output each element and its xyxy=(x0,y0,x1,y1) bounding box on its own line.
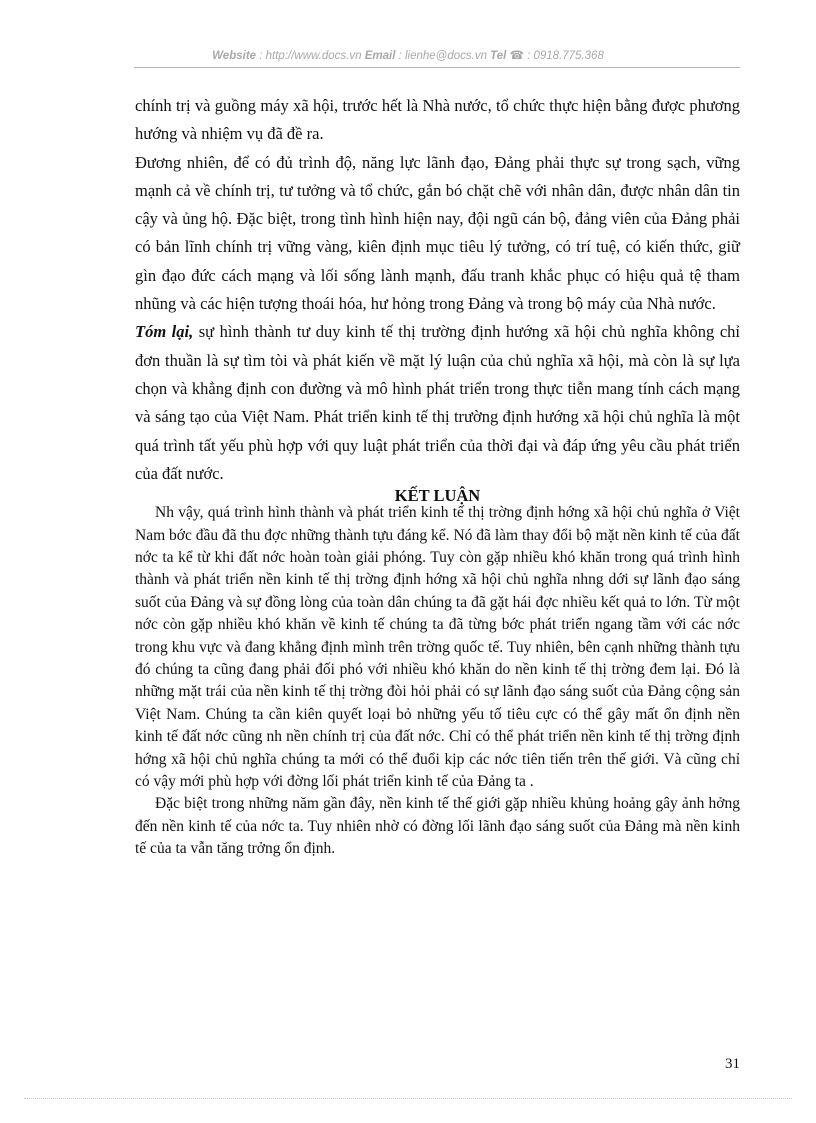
email-label: Email xyxy=(364,50,396,62)
paragraph-1: chính trị và guồng máy xã hội, trước hết là Nhà nước, tổ chức thực hiện bằng được phương hướng và nhiệm vụ đã đề ra. xyxy=(135,96,740,144)
paragraph-2: Đương nhiên, để có đủ trình độ, năng lực lãnh đạo, Đảng phải thực sự trong sạch, vững mạnh cả về chính trị, tư tưởng và tổ chức, gắn bó chặt chẽ với nhân dân, được nhân dân tin cậy và ủng hộ. Đặc biệt, trong tình hình hiện nay, đội ngũ cán bộ, đảng viên của Đảng phải có bản lĩnh chính trị vững vàng, kiên định mục tiêu lý tưởng, có trí tuệ, có kiến thức, giữ gìn đạo đức cách mạng và lối sống lành mạnh, đấu tranh khắc phục có hiệu quả tệ tham nhũng và các hiện tượng thoái hóa, hư hỏng trong Đảng và trong bộ máy của Nhà nước. xyxy=(135,152,740,314)
website-label: Website xyxy=(212,50,257,62)
phone-icon: ☎ xyxy=(509,50,524,62)
tel-label: Tel xyxy=(490,50,507,62)
tel-value: : 0918.775.368 xyxy=(523,50,604,62)
page-header xyxy=(0,48,816,62)
page-number: 31 xyxy=(725,1056,740,1072)
footer-divider xyxy=(24,1098,792,1099)
summary-body: sự hình thành tư duy kinh tế thị trường định hướng xã hội chủ nghĩa không chỉ đơn thuần là sự tìm tòi và phát kiến về mặt lý luận của chủ nghĩa xã hội, mà còn là sự lựa chọn và khẳng định con đường và mô hình phát triển trong thực tiễn mang tính cách mạng và sáng tạo của Việt Nam. Phát triển kinh tế thị trường định hướng xã hội chủ nghĩa là một quá trình tất yếu phù hợp với quy luật phát triển của thời đại và đáp ứng yêu cầu phát triển của đất nước. xyxy=(135,322,740,483)
header-divider xyxy=(134,67,740,68)
website-value: : http://www.docs.vn xyxy=(256,50,365,62)
conclusion-paragraph-1: Nh vậy, quá trình hình thành và phát triển kinh tế thị trờng định hớng xã hội chủ nghĩa ở Việt Nam bớc đầu đã thu đợc những thành tựu đáng kể. Nó đã làm thay đổi bộ mặt nền kinh tế của đất nớc ta kể từ khi đất nớc hoàn toàn giải phóng. Tuy còn gặp nhiều khó khăn trong quá trình hình thành và phát triển nền kinh tế thị trờng định hớng xã hội chủ nghĩa nhng dới sự lãnh đạo sáng suốt của Đảng và sự đồng lòng của toàn dân chúng ta đã gặt hái đợc nhiều kết quả to lớn. Từ một nớc còn gặp nhiều khó khăn về kinh tế chúng ta đã từng bớc phát triển ngang tầm với các nớc trong khu vực và đang khẳng định mình trên trờng quốc tế. Tuy nhiên, bên cạnh những thành tựu đó chúng ta cũng đang phải đối phó với nhiều khó khăn do nền kinh tế thị trờng đem lại. Đó là những mặt trái của nền kinh tế thị trờng đòi hỏi phải có sự lãnh đạo sáng suốt của Đảng cộng sản Việt Nam. Chúng ta cần kiên quyết loại bỏ những yếu tố tiêu cực có thể gây mất ổn định nền kinh tế đất nớc cũng nh nền chính trị của đất nớc. Chỉ có thể phát triển nền kinh tế thị trờng định hớng xã hội chủ nghĩa chúng ta mới có thể đuổi kịp các nớc tiên tiến trên thế giới. Và cũng chỉ có vậy mới phù hợp với đờng lối phát triển kinh tế của Đảng ta . xyxy=(135,504,740,791)
conclusion-paragraph-2: Đặc biệt trong những năm gần đây, nền kinh tế thế giới gặp nhiều khủng hoảng gây ảnh hởng đến nền kinh tế của nớc ta. Tuy nhiên nhờ có đờng lối lãnh đạo sáng suốt của Đảng mà nền kinh tế của ta vẫn tăng trởng ổn định. xyxy=(135,795,740,858)
page-content xyxy=(135,92,740,861)
email-value: : lienhe@docs.vn xyxy=(395,50,491,62)
paragraph-3 xyxy=(135,318,740,488)
summary-lead: Tóm lại, xyxy=(135,322,194,342)
conclusion-heading: KẾT LUẬN xyxy=(394,486,481,506)
